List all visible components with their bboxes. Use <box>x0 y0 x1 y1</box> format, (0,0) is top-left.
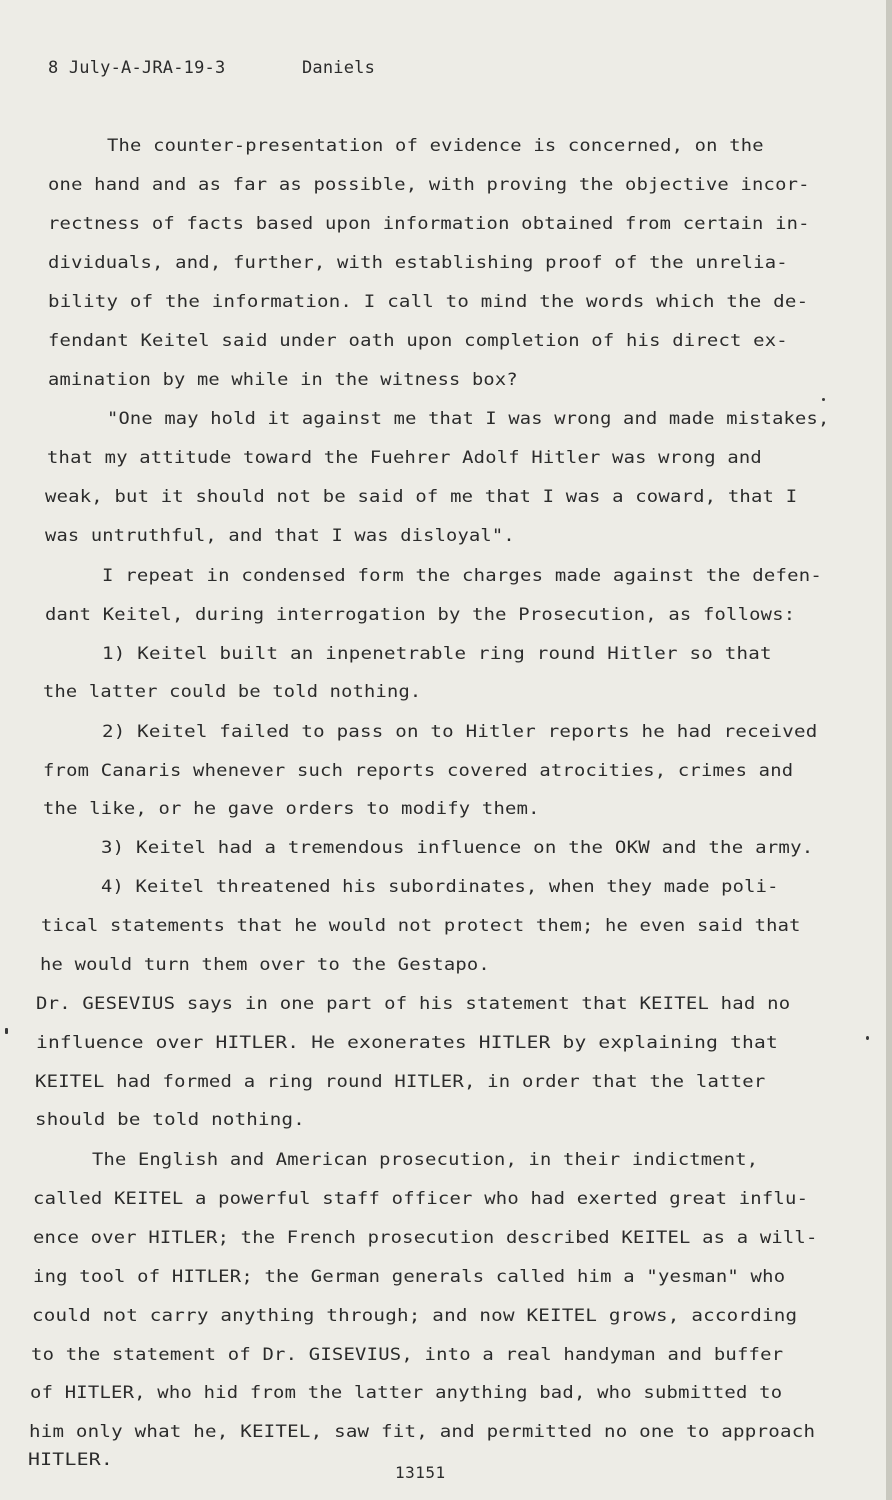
text-line: fendant Keitel said under oath upon completion of his direct ex- <box>48 331 788 351</box>
text-line: dividuals, and, further, with establishing proof of the unrelia- <box>48 253 788 273</box>
page-number: 13151 <box>395 1463 446 1482</box>
text-line: one hand and as far as possible, with proving the objective incor- <box>48 175 810 195</box>
page-edge <box>886 0 892 1500</box>
text-line: 3) Keitel had a tremendous influence on the OKW and the army. <box>101 838 814 858</box>
text-line: influence over HITLER. He exonerates HITLER by explaining that <box>36 1033 778 1053</box>
text-line: ing tool of HITLER; the German generals called him a "yesman" who <box>33 1267 786 1287</box>
text-line: the like, or he gave orders to modify them. <box>43 799 540 819</box>
text-line: could not carry anything through; and now KEITEL grows, according <box>32 1306 798 1326</box>
text-line: tical statements that he would not protect them; he even said that <box>41 916 801 936</box>
ink-speck <box>822 398 825 401</box>
text-line: dant Keitel, during interrogation by the Prosecution, as follows: <box>45 605 796 625</box>
text-line: from Canaris whenever such reports covered atrocities, crimes and <box>43 761 794 781</box>
text-line: the latter could be told nothing. <box>43 682 422 702</box>
text-line: ence over HITLER; the French prosecution described KEITEL as a will- <box>33 1228 818 1248</box>
text-line: bility of the information. I call to mind the words which the de- <box>48 292 809 312</box>
text-line: was untruthful, and that I was disloyal". <box>45 526 515 546</box>
text-line: him only what he, KEITEL, saw fit, and permitted no one to approach <box>29 1422 816 1442</box>
text-line: should be told nothing. <box>35 1110 306 1130</box>
text-line: I repeat in condensed form the charges made against the defen- <box>102 566 822 586</box>
ink-speck <box>866 1036 869 1040</box>
ink-speck <box>5 1028 8 1034</box>
text-line: HITLER. <box>28 1450 114 1470</box>
text-line: weak, but it should not be said of me that I was a coward, that I <box>45 487 798 507</box>
text-line: The counter-presentation of evidence is concerned, on the <box>107 136 764 156</box>
text-line: of HITLER, who hid from the latter anything bad, who submitted to <box>30 1383 783 1403</box>
text-line: 4) Keitel threatened his subordinates, when they made poli- <box>101 877 779 897</box>
text-line: "One may hold it against me that I was wrong and made mistakes, <box>107 409 830 429</box>
text-line: to the statement of Dr. GISEVIUS, into a real handyman and buffer <box>31 1345 784 1365</box>
text-line: he would turn them over to the Gestapo. <box>40 955 490 975</box>
text-line: 1) Keitel built an inpenetrable ring round Hitler so that <box>102 644 772 664</box>
document-reference: 8 July-A-JRA-19-3 <box>48 58 226 78</box>
text-line: 2) Keitel failed to pass on to Hitler reports he had received <box>102 722 818 742</box>
text-line: that my attitude toward the Fuehrer Adolf Hitler was wrong and <box>47 448 762 468</box>
text-line: The English and American prosecution, in their indictment, <box>92 1150 759 1170</box>
transcriber-name: Daniels <box>302 58 376 78</box>
text-line: called KEITEL a powerful staff officer who had exerted great influ- <box>33 1189 809 1209</box>
text-line: rectness of facts based upon information obtained from certain in- <box>48 214 810 234</box>
text-line: Dr. GESEVIUS says in one part of his statement that KEITEL had no <box>36 994 791 1014</box>
text-line: KEITEL had formed a ring round HITLER, in order that the latter <box>35 1072 766 1092</box>
text-line: amination by me while in the witness box? <box>48 370 518 390</box>
